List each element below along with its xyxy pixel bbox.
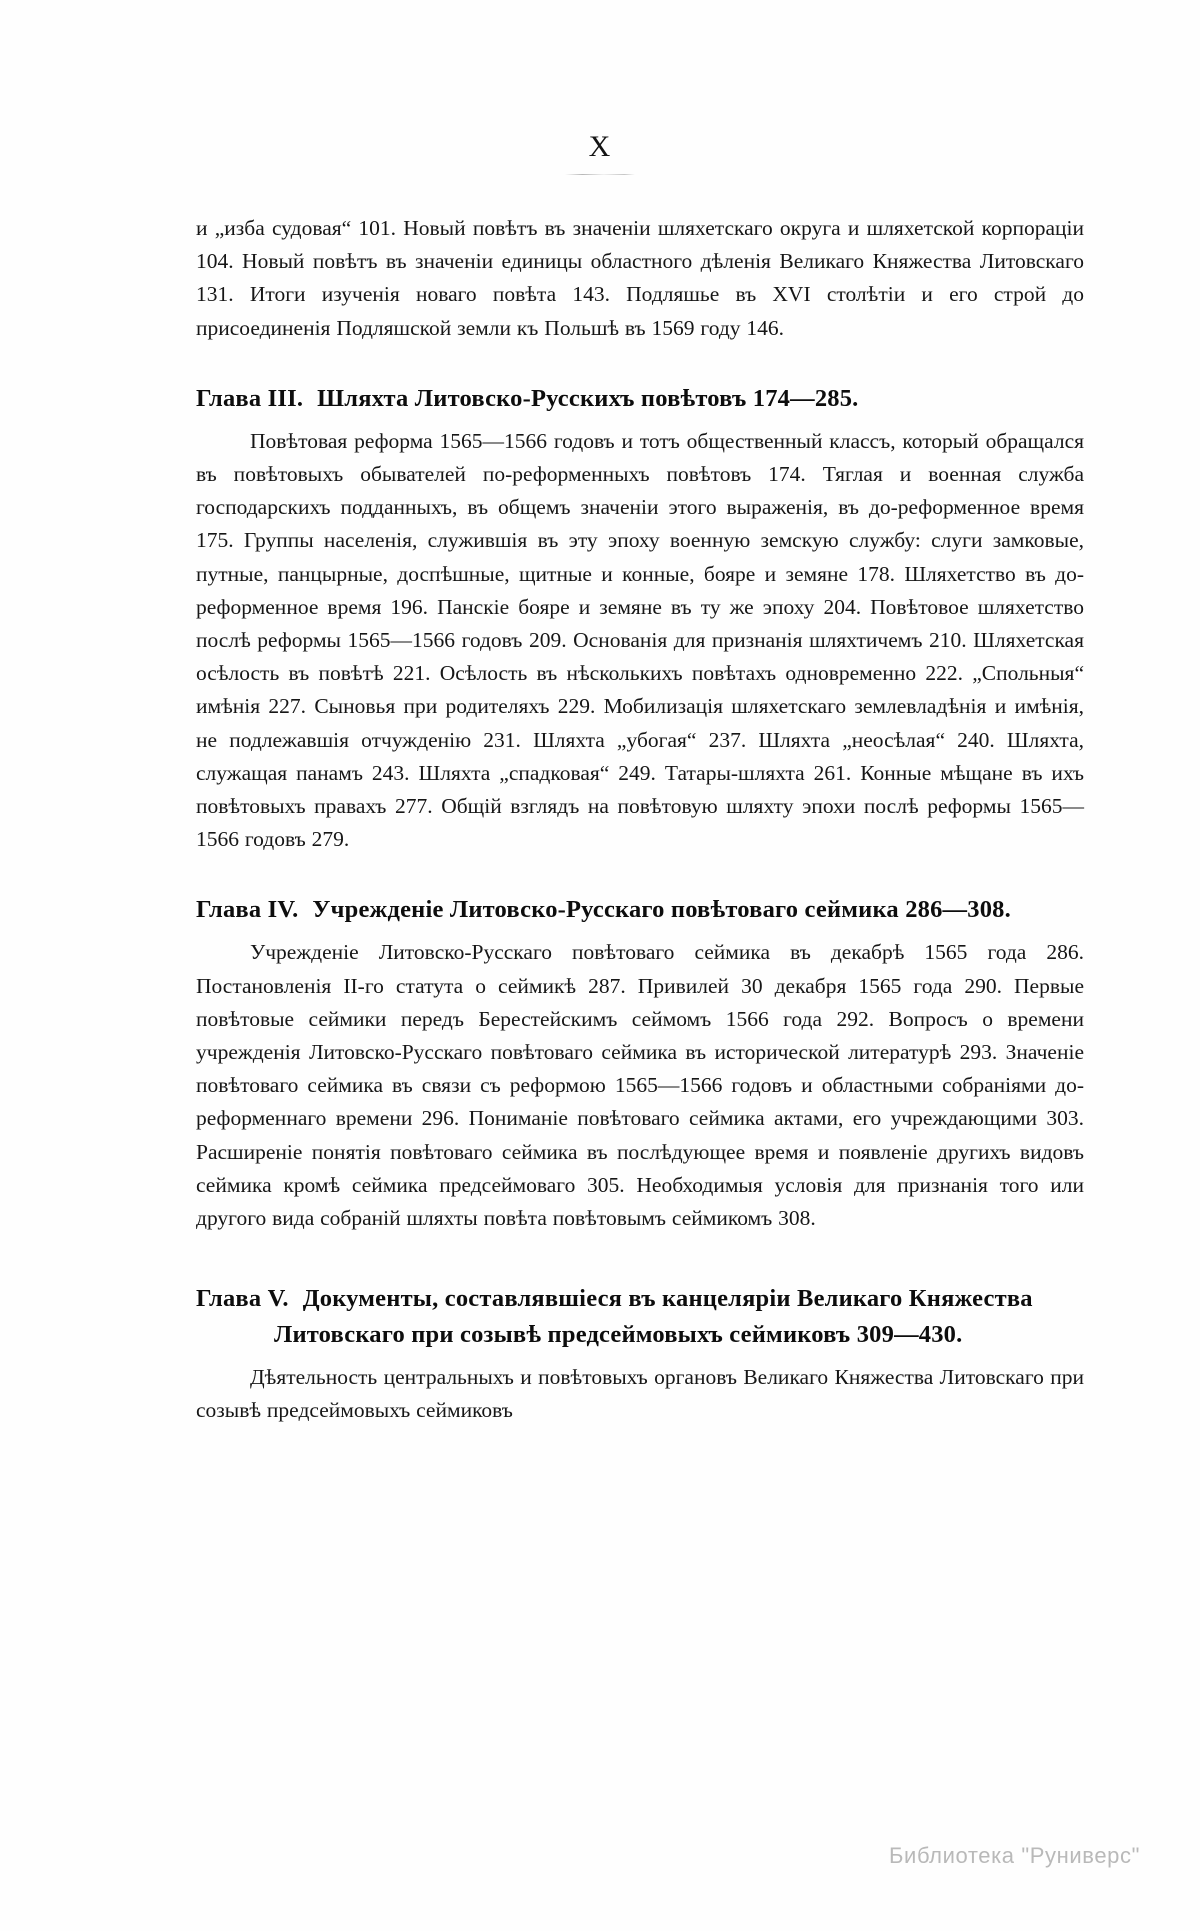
chapter-5-title: Документы, составлявшіеся въ канцеляріи Великаго Княжества Литовскаго при созывѣ предсеймовыхъ сеймиковъ 309—430. bbox=[274, 1285, 1033, 1349]
chapter-5-label: Глава V. bbox=[196, 1285, 289, 1313]
page-number-rule bbox=[565, 174, 635, 175]
chapter-4-label: Глава IV. bbox=[196, 896, 299, 924]
chapter-4-title: Учрежденіе Литовско-Русскаго повѣтоваго сеймика 286—308. bbox=[312, 896, 1011, 924]
chapter-5-summary: Дѣятельность центральныхъ и повѣтовыхъ органовъ Великаго Княжества Литовскаго при созывѣ предсеймовыхъ сеймиковъ bbox=[196, 1365, 1084, 1423]
chapter-4-summary: Учрежденіе Литовско-Русскаго повѣтоваго сеймика въ декабрѣ 1565 года 286. Постановленія II-го статута о сеймикѣ 287. Привилей 30 декабря 1565 года 290. Первые повѣтовые сеймики передъ Берестейскимъ сеймомъ 1566 года 292. Вопросъ о времени учрежденія Литовско-Русскаго повѣтоваго сеймика въ исторической литературѣ 293. Значеніе повѣтоваго сеймика въ связи съ реформою 1565—1566 годовъ и областными собраніями до-реформеннаго времени 296. Пониманіе повѣтоваго сеймика актами, его учреждающими 303. Расширеніе понятія повѣтоваго сеймика въ послѣдующее время и появленіе другихъ видовъ сеймика кромѣ сеймика предсеймоваго 305. Необходимыя условія для признанія того или другого вида собраній шляхты повѣта повѣтовымъ сеймикомъ 308. bbox=[196, 940, 1084, 1231]
page-number bbox=[0, 130, 1200, 175]
spacer bbox=[196, 1239, 1084, 1255]
chapter-heading-4 bbox=[196, 892, 1084, 928]
chapter-3-title: Шляхта Литовско-Русскихъ повѣтовъ 174—285. bbox=[317, 384, 859, 412]
intro-paragraph: и „изба судовая“ 101. Новый повѣтъ въ значеніи шляхетскаго округа и шляхетской корпораціи 104. Новый повѣтъ въ значеніи единицы областного дѣленія Великаго Княжества Литовскаго 131. Итоги изученія новаго повѣта 143. Подляшье въ XVI столѣтіи и его строй до присоединенія Подляшской земли къ Польшѣ въ 1569 году 146. bbox=[196, 216, 1084, 340]
page-number-value: X bbox=[588, 130, 612, 163]
library-watermark: Библиотека "Руниверс" bbox=[889, 1843, 1140, 1868]
chapter-3-summary: Повѣтовая реформа 1565—1566 годовъ и тотъ общественный классъ, который обращался въ повѣтовыхъ обывателей по-реформенныхъ повѣтовъ 174. Тяглая и военная служба господарскихъ подданныхъ, въ общемъ значеніи этого выраженія, въ до-реформенное время 175. Группы населенія, служившія въ эту эпоху военную земскую службу: слуги замковые, путные, панцырные, доспѣшные, щитные и конные, бояре и земяне 178. Шляхетство въ до-реформенное время 196. Панскіе бояре и земяне въ ту же эпоху 204. Повѣтовое шляхетство послѣ реформы 1565—1566 годовъ 209. Основанія для признанія шляхтичемъ 210. Шляхетская осѣлость въ повѣтѣ 221. Осѣлость въ нѣсколькихъ повѣтахъ одновременно 222. „Спольныя“ имѣнія 227. Сыновья при родителяхъ 229. Мобилизація шляхетскаго землевладѣнія и имѣнія, не подлежавшія отчужденію 231. Шляхта „убогая“ 237. Шляхта „неосѣлая“ 240. Шляхта, служащая панамъ 243. Шляхта „спадковая“ 249. Татары-шляхта 261. Конные мѣщане въ ихъ повѣтовыхъ правахъ 277. Общій взглядъ на повѣтовую шляхту эпохи послѣ реформы 1565—1566 годовъ 279. bbox=[196, 428, 1084, 852]
chapter-heading-5 bbox=[196, 1281, 1084, 1353]
chapter-heading-3 bbox=[196, 381, 1084, 417]
spacer bbox=[196, 860, 1084, 866]
chapter-3-label: Глава III. bbox=[196, 384, 304, 412]
table-of-contents-body bbox=[196, 212, 1084, 1432]
spacer bbox=[196, 349, 1084, 355]
